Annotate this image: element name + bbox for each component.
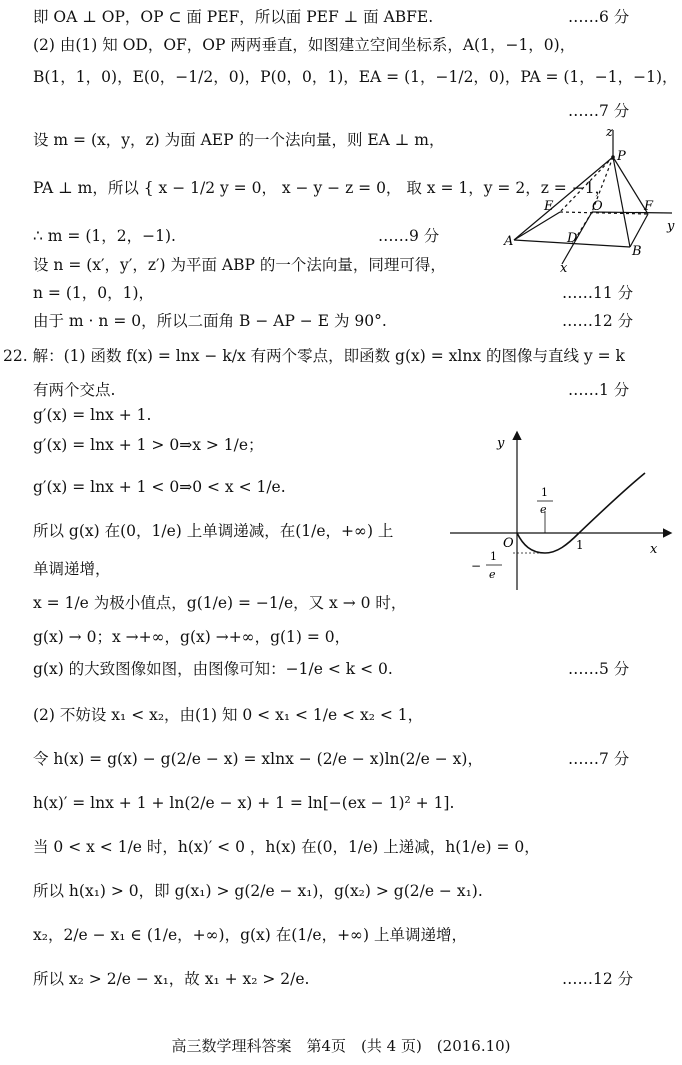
q22-line-12: 令 h(x) = g(x) − g(2/e − x) = xlnx − (2/e − x)ln(2/e − x)，: [33, 750, 483, 768]
frac-bot-minus: −: [471, 559, 482, 573]
q22-line-6: 所以 g(x) 在(0，1/e) 上单调递减，在(1/e，+∞) 上: [33, 522, 394, 540]
q22-line-17: 所以 x₂ > 2/e − x₁，故 x₁ + x₂ > 2/e.: [33, 970, 310, 988]
proof-line-5: PA ⊥ m，所以 { x − 1/2 y = 0， x − y − z = 0， 取 x = 1，y = 2，z = −1，: [33, 179, 611, 197]
q22-line-2: 有两个交点.: [33, 381, 116, 399]
q22-line-10: g(x) 的大致图像如图，由图像可知：−1/e < k < 0.: [33, 660, 393, 678]
score-1: ……1 分: [568, 381, 630, 399]
frac-bot-den: e: [489, 568, 496, 581]
score-12b: ……12 分: [562, 970, 634, 988]
score-5: ……5 分: [568, 660, 630, 678]
q22-line-14: 当 0 < x < 1/e 时，h(x)′ < 0 ，h(x) 在(0，1/e) 上递减，h(1/e) = 0，: [33, 838, 540, 856]
page-footer: 高三数学理科答案 第4页 (共 4 页) (2016.10): [171, 1037, 511, 1055]
proof-line-3: B(1，1，0)，E(0，−1/2，0)，P(0，0，1)，EA = (1，−1/2，0)，PA = (1，−1，−1)，: [33, 68, 678, 86]
q22-line-15: 所以 h(x₁) > 0，即 g(x₁) > g(2/e − x₁)，g(x₂) > g(2/e − x₁).: [33, 882, 483, 900]
xlnx-graph: [445, 425, 680, 595]
label-x-2d: x: [650, 542, 658, 557]
frac-top-num: 1: [541, 486, 548, 499]
proof-line-8: n = (1，0，1)，: [33, 284, 155, 302]
label-D: D: [567, 231, 578, 246]
label-x: x: [560, 261, 568, 276]
q22-line-5: g′(x) = lnx + 1 < 0⇒0 < x < 1/e.: [33, 478, 286, 496]
label-B: B: [632, 244, 642, 259]
q22-line-4: g′(x) = lnx + 1 > 0⇒x > 1/e；: [33, 436, 264, 454]
q22-line-1: 22. 解：(1) 函数 f(x) = lnx − k/x 有两个零点，即函数 g(x) = xlnx 的图像与直线 y = k: [3, 347, 625, 365]
label-z: z: [606, 125, 613, 140]
score-11: ……11 分: [562, 284, 634, 302]
edge-AE: [514, 212, 560, 240]
proof-line-4: 设 m = (x，y，z) 为面 AEP 的一个法向量，则 EA ⊥ m，: [33, 131, 445, 149]
label-origin: O: [503, 536, 514, 551]
q22-line-16: x₂，2/e − x₁ ∈ (1/e，+∞)，g(x) 在(1/e，+∞) 上单调递增，: [33, 926, 467, 944]
score-7: ……7 分: [568, 102, 630, 120]
score-9: ……9 分: [378, 227, 440, 245]
q22-line-3: g′(x) = lnx + 1.: [33, 406, 152, 424]
proof-line-7: 设 n = (x′，y′，z′) 为平面 ABP 的一个法向量，同理可得，: [33, 256, 446, 274]
label-O: O: [592, 199, 603, 214]
proof-line-6: ∴ m = (1，2，−1).: [33, 227, 176, 245]
score-12: ……12 分: [562, 312, 634, 330]
pyramid-figure: [500, 124, 680, 276]
frac-bot-num: 1: [490, 550, 497, 563]
proof-line-1: 即 OA ⊥ OP，OP ⊂ 面 PEF，所以面 PEF ⊥ 面 ABFE.: [33, 8, 434, 26]
label-P: P: [617, 149, 626, 164]
label-E: E: [544, 199, 554, 214]
label-y-2d: y: [497, 436, 505, 451]
q22-line-8: x = 1/e 为极小值点，g(1/e) = −1/e，又 x → 0 时，: [33, 594, 407, 612]
proof-line-9: 由于 m · n = 0，所以二面角 B − AP − E 为 90°.: [33, 312, 387, 330]
label-one: 1: [576, 538, 584, 552]
q22-line-9: g(x) → 0；x →+∞，g(x) →+∞，g(1) = 0，: [33, 628, 351, 646]
q22-line-11: (2) 不妨设 x₁ < x₂，由(1) 知 0 < x₁ < 1/e < x₂ < 1，: [33, 706, 424, 724]
score-7b: ……7 分: [568, 750, 630, 768]
label-F: F: [644, 199, 654, 214]
label-y: y: [667, 219, 675, 234]
label-A: A: [504, 234, 514, 249]
q22-line-13: h(x)′ = lnx + 1 + ln(2/e − x) + 1 = ln[−(ex − 1)² + 1].: [33, 794, 455, 812]
edge-FB: [630, 214, 648, 247]
proof-line-2: (2) 由(1) 知 OD，OF，OP 两两垂直，如图建立空间坐标系，A(1，−1，0)，: [33, 36, 576, 54]
frac-top-den: e: [540, 503, 547, 516]
score-6: ……6 分: [568, 8, 630, 26]
q22-line-7: 单调递增，: [33, 560, 111, 578]
edge-PE: [560, 157, 613, 212]
